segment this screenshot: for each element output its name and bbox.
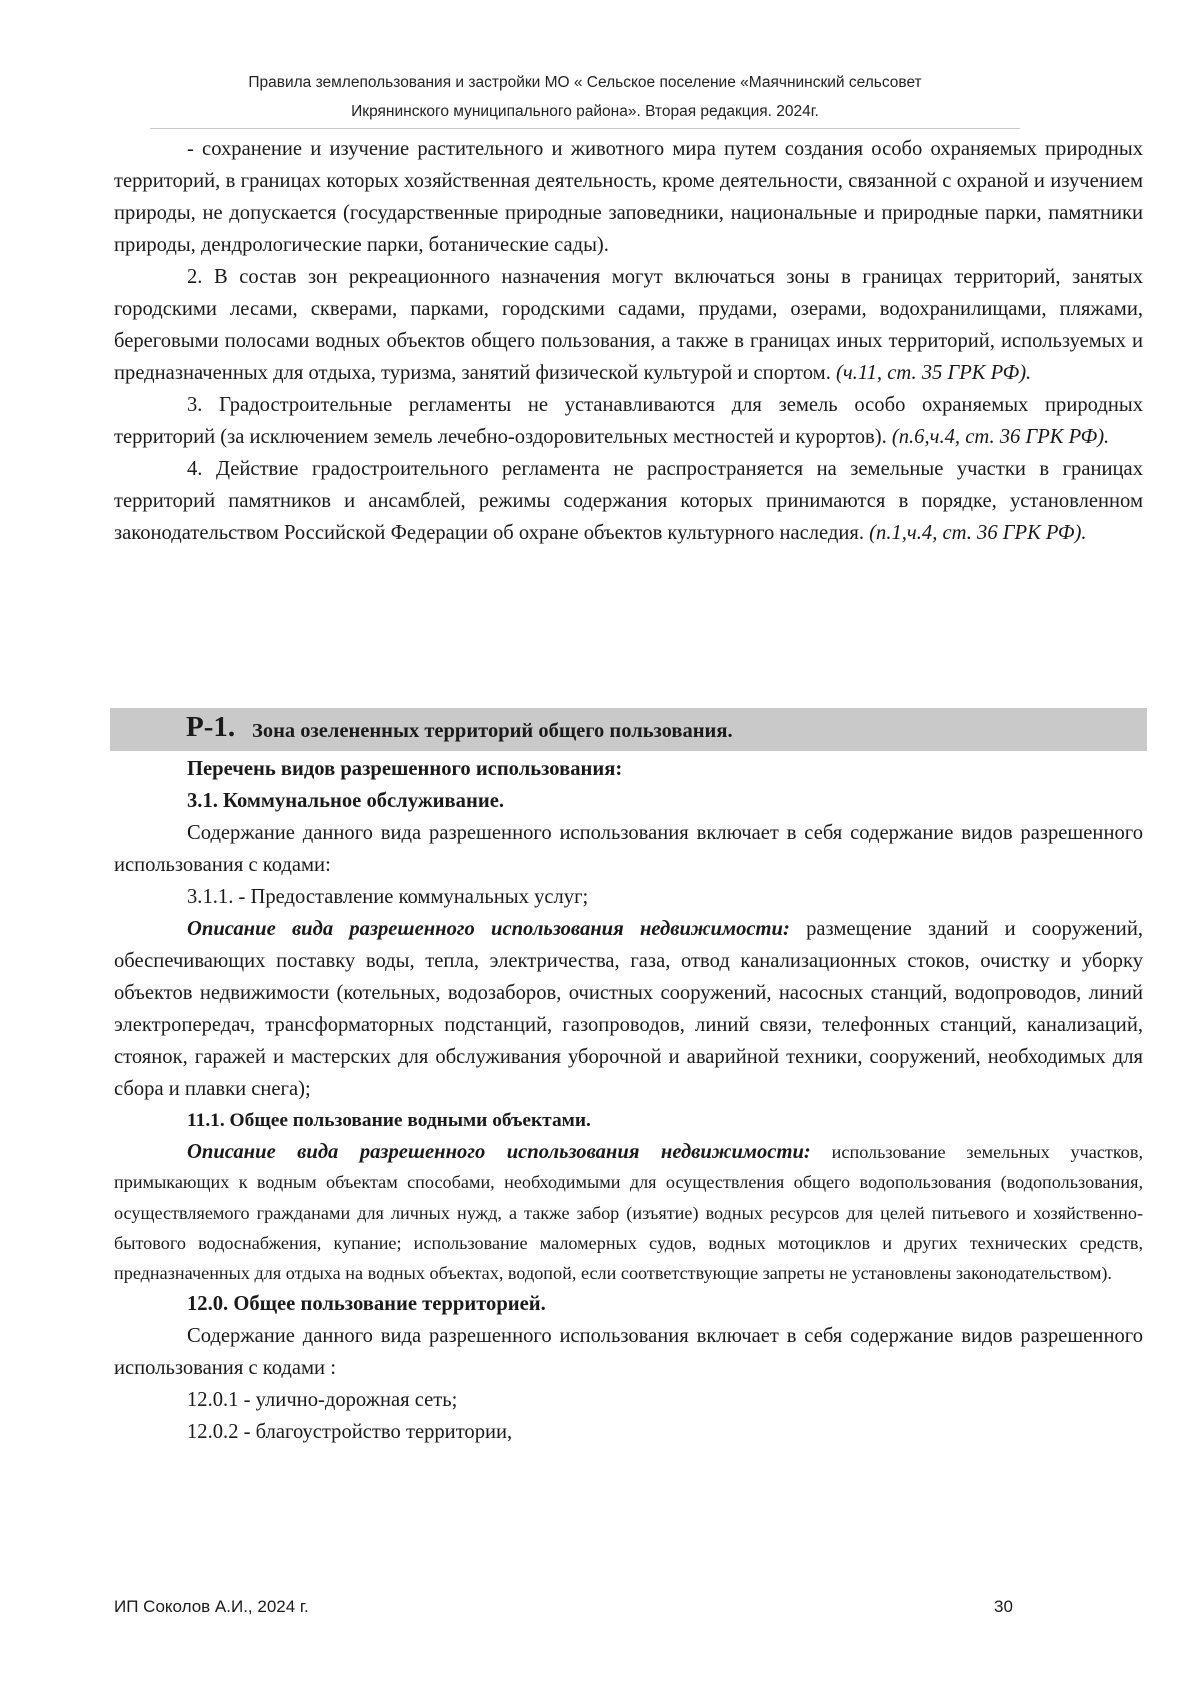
permitted-uses-section — [114, 753, 1143, 1448]
legal-reference: (ч.11, ст. 35 ГРК РФ). — [836, 362, 1032, 384]
section-3-1-description — [114, 913, 1143, 1105]
section-12-0-1: 12.0.1 - улично-дорожная сеть; — [187, 1389, 458, 1412]
page-number: 30 — [994, 1597, 1013, 1616]
description-label: Описание вида разрешенного использования недвижимости: — [187, 918, 790, 940]
paragraph-conservation: - сохранение и изучение растительного и животного мира путем создания особо охраняемых природных территорий, в границах которых хозяйственная деятельность, кроме деятельности, связанной с охраной и изучением природы, не допускается (государственные природные заповедники, национальные и природные парки, памятники природы, дендрологические парки, ботанические сады). — [114, 138, 1143, 256]
section-12-0-2: 12.0.2 - благоустройство территории, — [187, 1421, 513, 1444]
section-11-1-heading: 11.1. Общее пользование водными объектами. — [187, 1110, 591, 1131]
section-12-0-heading: 12.0. Общее пользование территорией. — [187, 1293, 546, 1316]
paragraph-text: 2. В состав зон рекреационного назначения могут включаться зоны в границах территорий, занятых городскими лесами, скверами, парками, городскими садами, прудами, озерами, водохранилищами, пляжами, береговыми полосами водных объектов общего пользования, а также в границах иных территорий, используемых и предназначенных для отдыха, туризма, занятий физической культурой и спортом. — [114, 266, 1143, 384]
zone-heading-bar — [110, 708, 1147, 751]
zone-title: Зона озелененных территорий общего пользования. — [252, 720, 733, 742]
description-label: Описание вида разрешенного использования недвижимости: — [187, 1141, 811, 1163]
header-line-1: Правила землепользования и застройки МО « Сельское поселение «Маячнинский сельсовет — [248, 74, 922, 91]
description-text: использование земельных участков, примыкающих к водным объектам способами, необходимыми для осуществления общего водопользования (водопользования, осуществляемого гражданами для личных нужд, а также забор (изъятие) водных ресурсов для целей питьевого и хозяйственно-бытового водоснабжения, купание; использование маломерных судов, водных мотоциклов и других технических средств, предназначенных для отдыха на водных объектах, водопой, если соответствующие запреты не установлены законодательством). — [114, 1142, 1144, 1284]
paragraph-recreation-zones — [114, 261, 1143, 389]
section-3-1-1: 3.1.1. - Предоставление коммунальных услуг; — [187, 886, 589, 908]
section-3-1-heading: 3.1. Коммунальное обслуживание. — [187, 790, 504, 812]
paragraph-regulations — [114, 389, 1143, 453]
header-divider — [150, 128, 1020, 129]
page-header — [150, 68, 1020, 129]
paragraph-heritage — [114, 453, 1143, 549]
legal-reference: (п.6,ч.4, ст. 36 ГРК РФ). — [891, 426, 1110, 448]
description-text: размещение зданий и сооружений, обеспечивающих поставку воды, тепла, электричества, газа, отвод канализационных стоков, очистку и уборку объектов недвижимости (котельных, водозаборов, очистных сооружений, насосных станций, водопроводов, линий электропередач, трансформаторных подстанций, газопроводов, линий связи, телефонных станций, канализаций, стоянок, гаражей и мастерских для обслуживания уборочной и аварийной техники, сооружений, необходимых для сбора и плавки снега); — [114, 918, 1143, 1100]
section-11-1-description — [114, 1137, 1143, 1288]
section-3-1-content: Содержание данного вида разрешенного использования включает в себя содержание видов разрешенного использования с кодами: — [114, 822, 1143, 876]
legal-reference: (п.1,ч.4, ст. 36 ГРК РФ). — [869, 522, 1087, 544]
header-line-2: Икрянинского муниципального района». Вторая редакция. 2024г. — [351, 103, 819, 120]
list-heading: Перечень видов разрешенного использования: — [187, 758, 623, 780]
intro-text — [114, 133, 1143, 549]
paragraph-text: 3. Градостроительные регламенты не устанавливаются для земель особо охраняемых природных территорий (за исключением земель лечебно-оздоровительных местностей и курортов). — [114, 394, 1143, 448]
paragraph-text: 4. Действие градостроительного регламента не распространяется на земельные участки в границах территорий памятников и ансамблей, режимы содержания которых принимаются в порядке, установленном законодательством Российской Федерации об охране объектов культурного наследия. — [114, 458, 1143, 544]
zone-code: Р-1. — [186, 711, 236, 743]
section-12-0-content: Содержание данного вида разрешенного использования включает в себя содержание видов разрешенного использования с кодами : — [114, 1325, 1143, 1380]
footer-author: ИП Соколов А.И., 2024 г. — [114, 1597, 309, 1616]
